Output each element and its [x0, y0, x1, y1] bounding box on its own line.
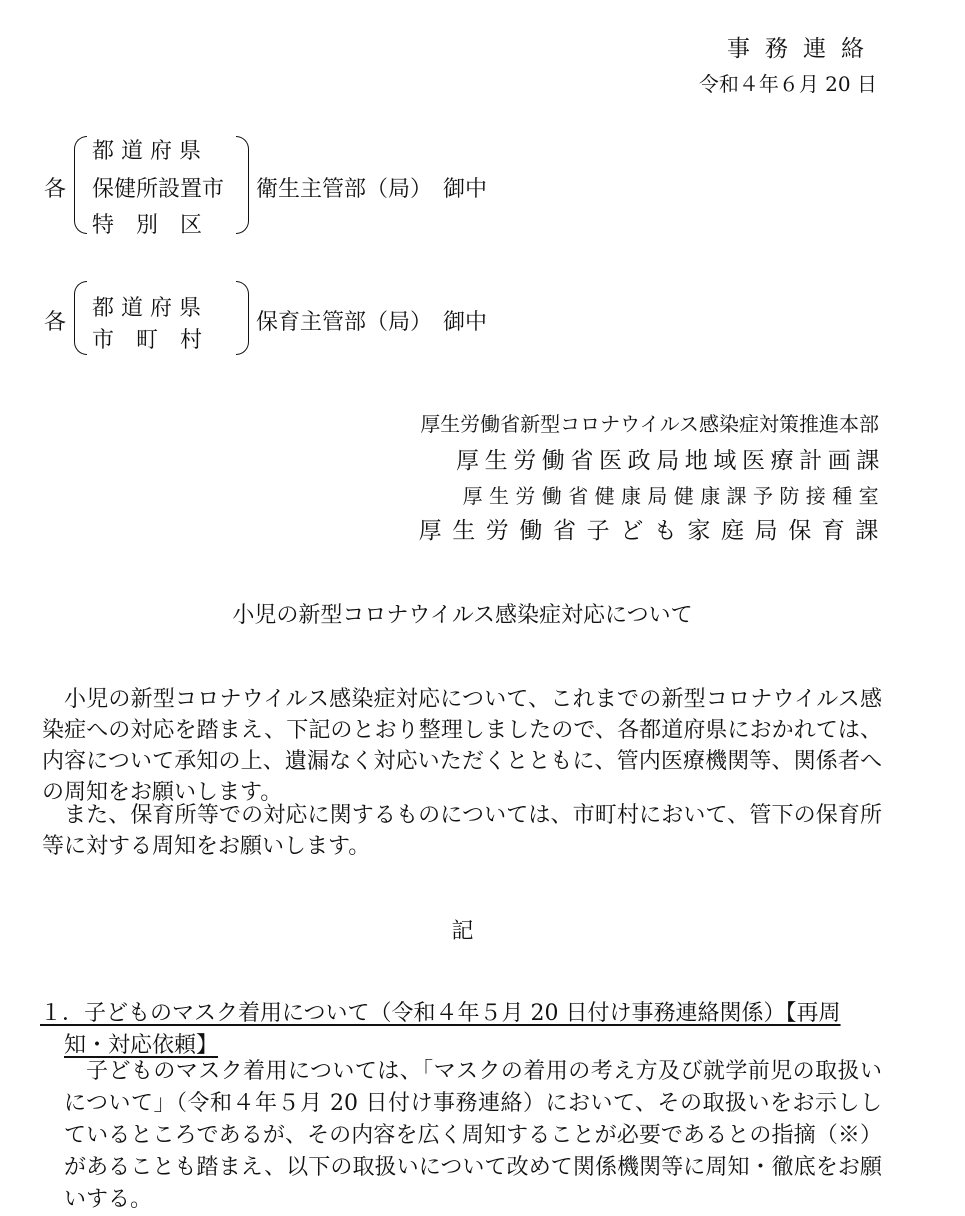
addressee-prefix: 各 [44, 310, 67, 335]
addressee-entity: 保健所設置市 [92, 177, 225, 202]
section-body-text: 子どものマスク着用については、「マスクの着用の考え方及び就学前児の取扱いについて」（令和４年５月 20 日付け事務連絡）において、その取扱いをお示ししているところであるが、その内容を広く周知することが必要であるとの指摘（※）があることも踏まえ、以下の取扱いについて改めて関係機関等に周知・徹底をお願いする。 [64, 1059, 882, 1212]
addressee-department: 保育主管部（局） 御中 [256, 310, 488, 335]
addressee-group-childcare [44, 287, 564, 361]
addressee-entity: 特 別 区 [92, 213, 203, 238]
section-heading [40, 998, 885, 1062]
sender-line: 厚生労働省新型コロナウイルス感染症対策推進本部 [420, 412, 879, 436]
addressee-department: 衛生主管部（局） 御中 [256, 177, 488, 202]
ki-marker: 記 [451, 919, 474, 944]
document-date: 令和４年６月 20 日 [698, 72, 877, 96]
addressee-entity: 市 町 村 [92, 328, 203, 353]
sender-line: 厚生労働省健康局健康課予防接種室 [462, 484, 885, 508]
paragraph-text: 小児の新型コロナウイルス感染症対応について、これまでの新型コロナウイルス感染症への対応を踏まえ、下記のとおり整理しましたので、各都道府県におかれては、内容について承知の上、遺漏なく対応いただくとともに、管内医療機関等、関係者への周知をお願いします。 [42, 687, 882, 805]
document-title: 小児の新型コロナウイルス感染症対応について [232, 603, 693, 628]
left-bracket [74, 136, 87, 234]
addressee-entity: 都 道 府 県 [92, 296, 201, 321]
addressee-entity: 都 道 府 県 [92, 139, 201, 164]
addressee-prefix: 各 [44, 177, 67, 202]
body-paragraph [42, 684, 882, 808]
sender-line: 厚生労働省医政局地域医療計画課 [456, 448, 885, 474]
document-type: 事務連絡 [727, 36, 879, 62]
body-paragraph [42, 800, 882, 862]
right-bracket [236, 136, 249, 234]
section-body [64, 1056, 882, 1216]
sender-line: 厚生労働省子ども家庭局保育課 [418, 518, 889, 544]
left-bracket [74, 281, 87, 355]
section-heading-line: １．子どものマスク着用について（令和４年５月 20 日付け事務連絡関係）【再周 [40, 1001, 841, 1026]
paragraph-text: また、保育所等での対応に関するものについては、市町村において、管下の保育所等に対する周知をお願いします。 [42, 803, 882, 859]
right-bracket [236, 281, 249, 355]
addressee-group-health [44, 134, 564, 242]
section-heading-line: 知・対応依頼】 [64, 1033, 219, 1058]
